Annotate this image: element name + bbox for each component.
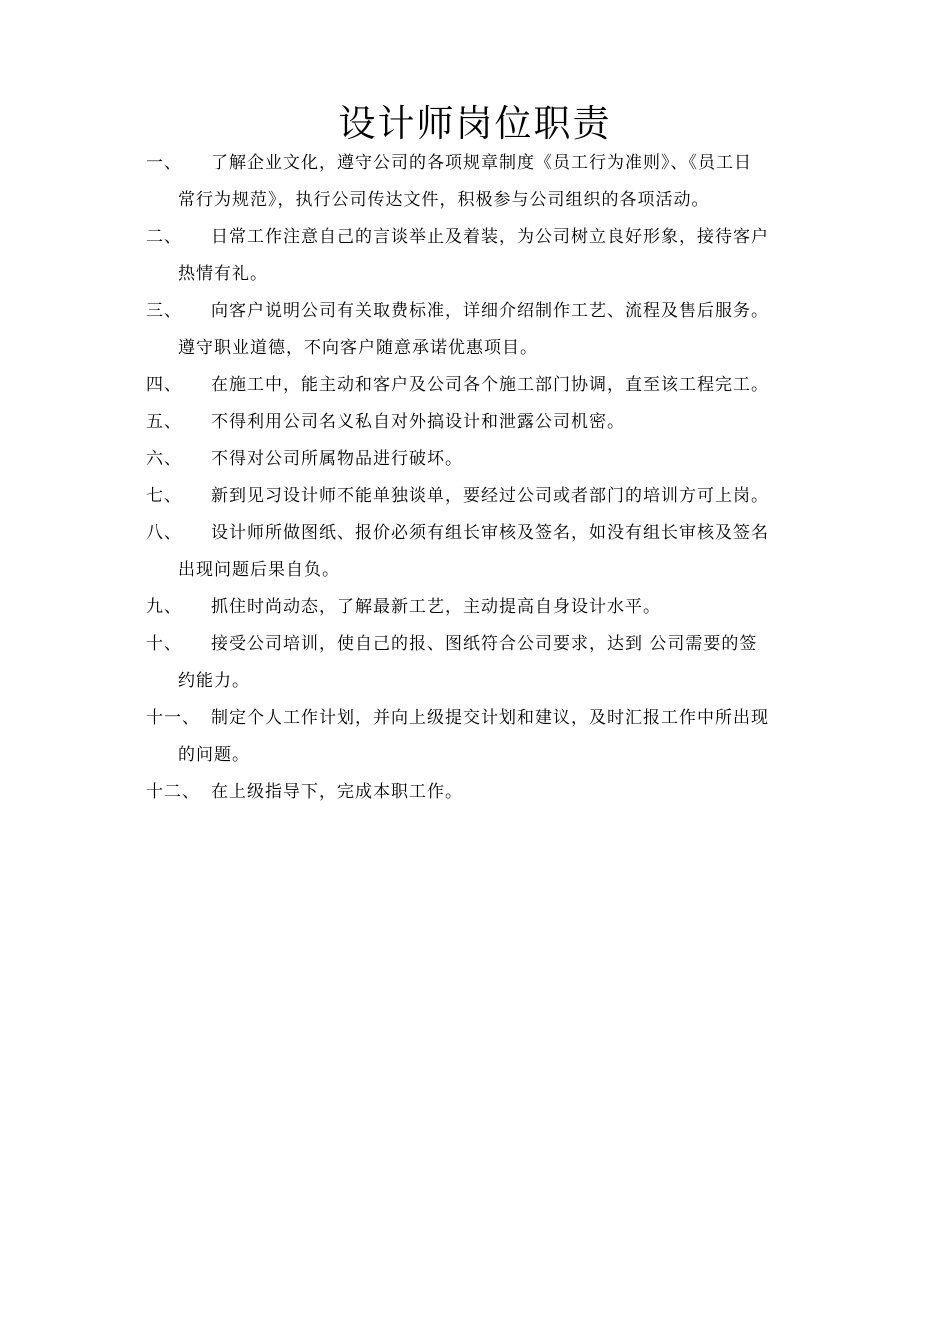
duty-item-6 — [146, 441, 808, 478]
item-text — [146, 293, 808, 367]
duty-item-10 — [146, 626, 808, 700]
duty-item-4 — [146, 367, 808, 404]
item-text — [146, 478, 808, 515]
item-text — [146, 404, 808, 441]
item-line: 新到见习设计师不能单独谈单，要经过公司或者部门的培训方可上岗。 — [211, 486, 769, 506]
item-line: 不得对公司所属物品进行破坏。 — [211, 449, 463, 469]
item-number: 一、 — [146, 153, 182, 173]
duty-item-9 — [146, 589, 808, 626]
item-line: 了解企业文化，遵守公司的各项规章制度《员工行为准则》、《员工日 — [211, 153, 752, 173]
item-number: 十、 — [146, 634, 182, 654]
item-line: 常行为规范》，执行公司传达文件，积极参与公司组织的各项活动。 — [178, 190, 710, 210]
item-line: 制定个人工作计划，并向上级提交计划和建议，及时汇报工作中所出现 — [211, 708, 769, 728]
item-number: 九、 — [146, 597, 182, 617]
item-line: 的问题。 — [178, 745, 250, 765]
item-line: 抓住时尚动态，了解最新工艺，主动提高自身设计水平。 — [211, 597, 661, 617]
item-text — [146, 774, 808, 811]
item-line: 向客户说明公司有关取费标准，详细介绍制作工艺、流程及售后服务。 — [211, 301, 769, 321]
item-text — [146, 515, 808, 589]
duty-item-1 — [146, 145, 808, 219]
item-line: 约能力。 — [178, 671, 250, 691]
item-number: 五、 — [146, 412, 182, 432]
item-line: 接受公司培训，使自己的报、图纸符合公司要求，达到 公司需要的签 — [211, 634, 758, 654]
item-line: 出现问题后果自负。 — [178, 560, 340, 580]
item-number: 八、 — [146, 523, 182, 543]
item-text — [146, 219, 808, 293]
duty-item-11 — [146, 700, 808, 774]
item-number: 六、 — [146, 449, 182, 469]
item-number: 七、 — [146, 486, 182, 506]
item-line: 日常工作注意自己的言谈举止及着装，为公司树立良好形象，接待客户 — [211, 227, 769, 247]
item-line: 设计师所做图纸、报价必须有组长审核及签名，如没有组长审核及签名 — [211, 523, 769, 543]
duty-item-12 — [146, 774, 808, 811]
item-line: 在施工中，能主动和客户及公司各个施工部门协调，直至该工程完工。 — [211, 375, 769, 395]
duty-item-2 — [146, 219, 808, 293]
item-number: 十二、 — [146, 782, 200, 802]
document-title: 设计师岗位职责 — [338, 102, 612, 145]
item-line: 热情有礼。 — [178, 264, 268, 284]
item-text — [146, 626, 808, 700]
duty-item-7 — [146, 478, 808, 515]
duty-item-3 — [146, 293, 808, 367]
item-text — [146, 589, 808, 626]
item-line: 遵守职业道德，不向客户随意承诺优惠项目。 — [178, 338, 538, 358]
item-number: 十一、 — [146, 708, 200, 728]
duty-item-8 — [146, 515, 808, 589]
item-line: 在上级指导下，完成本职工作。 — [211, 782, 463, 802]
item-line: 不得利用公司名义私自对外搞设计和泄露公司机密。 — [211, 412, 625, 432]
duty-item-5 — [146, 404, 808, 441]
item-text — [146, 700, 808, 774]
item-number: 四、 — [146, 375, 182, 395]
item-text — [146, 441, 808, 478]
item-text — [146, 145, 808, 219]
item-number: 二、 — [146, 227, 182, 247]
item-number: 三、 — [146, 301, 182, 321]
item-text — [146, 367, 808, 404]
duty-list — [146, 145, 808, 811]
